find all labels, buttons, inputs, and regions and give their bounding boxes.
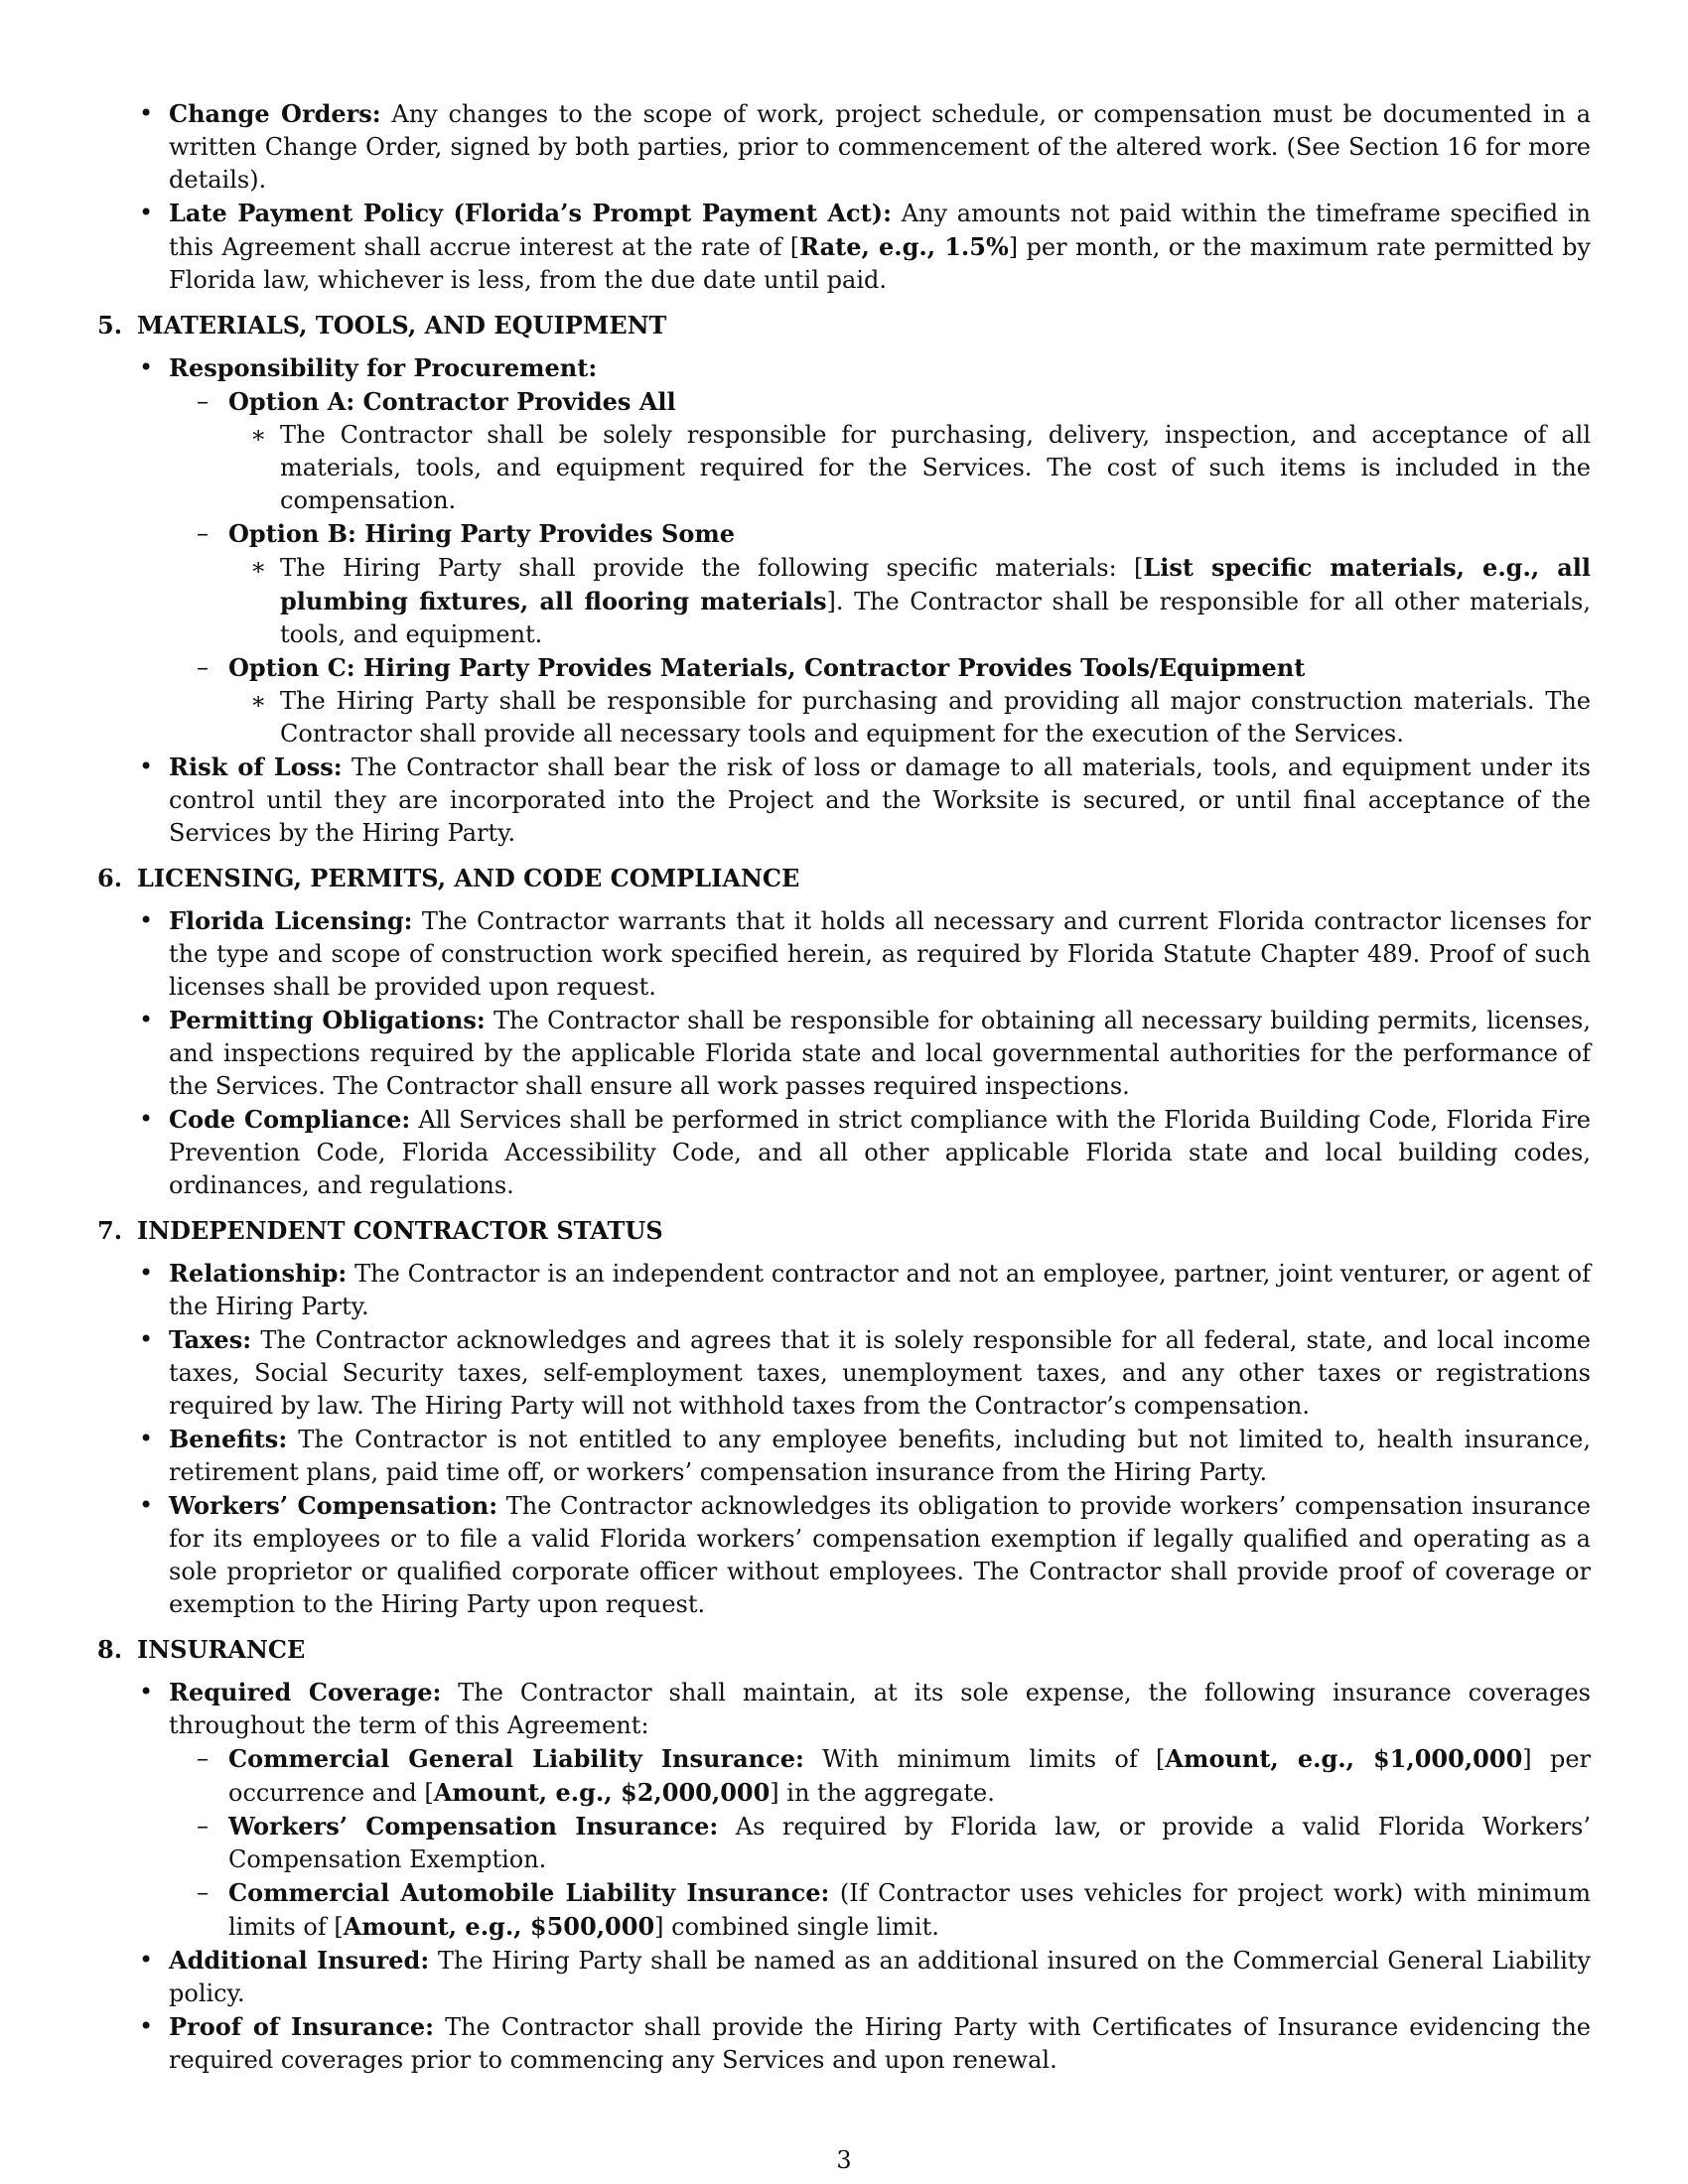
page-content — [97, 97, 1591, 2077]
proof-of-insurance-item — [97, 2010, 1591, 2077]
page-number: 3 — [836, 2146, 852, 2174]
auto-insurance-label: Commercial Automobile Liability Insurance: — [228, 1878, 830, 1907]
option-a-details — [228, 419, 1591, 517]
change-orders-label: Change Orders: — [169, 99, 381, 128]
late-payment-label: Late Payment Policy (Florida’s Prompt Payment Act): — [169, 199, 892, 227]
option-b-details — [228, 551, 1591, 651]
section-title: MATERIALS, TOOLS, AND EQUIPMENT — [137, 311, 667, 340]
cgl-label: Commercial General Liability Insurance: — [228, 1744, 804, 1773]
section-title: INSURANCE — [137, 1635, 306, 1664]
risk-of-loss-text: The Contractor shall bear the risk of loss or damage to all materials, tools, and equipment under its control until they are incorporated into the Project and the Worksite is secured, or until final acceptance of the Services by the Hiring Party. — [169, 753, 1591, 847]
option-b-text-end: ]. The Contractor shall be responsible for all other materials, tools, and equipment. — [280, 588, 1591, 648]
relationship-item — [97, 1257, 1591, 1323]
section-7-list — [97, 1257, 1591, 1621]
benefits-item — [97, 1423, 1591, 1489]
additional-insured-item — [97, 1944, 1591, 2010]
additional-insured-text: The Hiring Party shall be named as an additional insured on the Commercial General Liability policy. — [169, 1947, 1591, 2007]
option-c-details — [228, 685, 1591, 751]
section-number: 8. — [97, 1635, 123, 1664]
cgl-occurrence-amount-placeholder: Amount, e.g., $1,000,000 — [1165, 1744, 1523, 1773]
option-b-text-start: The Hiring Party shall provide the following specific materials: [ — [280, 554, 1144, 582]
workers-compensation-item — [97, 1489, 1591, 1621]
risk-of-loss-label: Risk of Loss: — [169, 752, 343, 781]
option-a-text: ∗ The Contractor shall be solely responsible for purchasing, delivery, inspection, and acceptance of all materials, tools, and equipment required for the Services. The cost of such items is included in the compensation. — [228, 419, 1591, 517]
option-a-item — [169, 385, 1591, 517]
auto-insurance-text: (If Contractor uses vehicles for project work) with minimum limits of [ — [228, 1879, 1591, 1941]
section-6-heading — [97, 862, 1591, 894]
cgl-text: With minimum limits of [ — [803, 1745, 1166, 1773]
permitting-item — [97, 1004, 1591, 1103]
late-payment-text-end: ] per month, or the maximum rate permitted by Florida law, whichever is less, from the due date until paid. — [169, 233, 1591, 294]
late-payment-rate-placeholder: Rate, e.g., 1.5% — [799, 232, 1009, 261]
taxes-label: Taxes: — [169, 1325, 252, 1354]
procurement-options — [169, 385, 1591, 751]
option-b-text — [228, 551, 1591, 651]
benefits-label: Benefits: — [169, 1425, 288, 1453]
option-b-label: Option B: Hiring Party Provides Some — [228, 519, 736, 548]
licensing-text: The Contractor warrants that it holds all necessary and current Florida contractor licenses for the type and scope of construction work specified herein, as required by Florida Statute Chapter 489. Proof of such licenses shall be provided upon request. — [169, 907, 1591, 1001]
section-title: LICENSING, PERMITS, AND CODE COMPLIANCE — [137, 864, 800, 892]
proof-of-insurance-text: The Contractor shall provide the Hiring Party with Certificates of Insurance evidencing the required coverages prior to commencing any Services and upon renewal. — [169, 2013, 1591, 2074]
workers-compensation-label: Workers’ Compensation: — [169, 1491, 498, 1520]
cgl-text-mid: ] per occurrence and [ — [228, 1745, 1592, 1807]
code-compliance-text: All Services shall be performed in strict compliance with the Florida Building Code, Florida Fire Prevention Code, Florida Accessibility Code, and all other applicable Florida state and local building codes, ordinances, and regulations. — [169, 1106, 1591, 1199]
benefits-text: The Contractor is not entitled to any employee benefits, including but not limited to, health insurance, retirement plans, paid time off, or workers’ compensation insurance from the Hiring Party. — [169, 1426, 1591, 1486]
additional-insured-label: Additional Insured: — [169, 1946, 430, 1975]
licensing-item — [97, 904, 1591, 1004]
required-coverage-text: The Contractor shall maintain, at its sole expense, the following insurance coverages throughout the term of this Agreement: — [169, 1679, 1592, 1739]
late-payment-item — [97, 197, 1591, 297]
workers-compensation-text: The Contractor acknowledges its obligation to provide workers’ compensation insurance for its employees or to file a valid Florida workers’ compensation exemption if legally qualified and operating as a sole proprietor or qualified corporate officer without employees. The Contractor shall provide proof of coverage or exemption to the Hiring Party upon request. — [169, 1492, 1591, 1618]
section-4-continued-list — [97, 97, 1591, 297]
cgl-text-end: ] in the aggregate. — [770, 1779, 995, 1807]
change-orders-text: Any changes to the scope of work, project schedule, or compensation must be documented in a written Change Order, signed by both parties, prior to commencement of the altered work. (See Section 16 for more details). — [169, 100, 1591, 194]
procurement-label: Responsibility for Procurement: — [169, 353, 598, 382]
option-b-item — [169, 517, 1591, 651]
auto-amount-placeholder: Amount, e.g., $500,000 — [343, 1912, 655, 1941]
code-compliance-label: Code Compliance: — [169, 1105, 411, 1134]
section-5-list — [97, 351, 1591, 850]
cgl-item — [169, 1742, 1591, 1810]
relationship-label: Relationship: — [169, 1259, 348, 1288]
auto-insurance-text-end: ] combined single limit. — [654, 1913, 939, 1941]
section-8-heading — [97, 1633, 1591, 1666]
code-compliance-item — [97, 1103, 1591, 1202]
taxes-text: The Contractor acknowledges and agrees that it is solely responsible for all federal, state, and local income taxes, Social Security taxes, self-employment taxes, unemployment taxes, and any other taxes or registrations required by law. The Hiring Party will not withhold taxes from the Contractor’s compensation. — [169, 1326, 1591, 1420]
option-c-item — [169, 651, 1591, 751]
taxes-item — [97, 1323, 1591, 1423]
risk-of-loss-item — [97, 751, 1591, 850]
section-7-heading — [97, 1214, 1591, 1247]
option-b-materials-placeholder: List specific materials, e.g., all plumbing fixtures, all flooring materials — [280, 553, 1591, 615]
section-number: 7. — [97, 1216, 123, 1245]
late-payment-text: Any amounts not paid within the timeframe specified in this Agreement shall accrue interest at the rate of [ — [169, 200, 1592, 261]
change-orders-item — [97, 97, 1591, 197]
wc-insurance-item — [169, 1810, 1591, 1876]
procurement-item — [97, 351, 1591, 751]
relationship-text: The Contractor is an independent contractor and not an employee, partner, joint venturer, or agent of the Hiring Party. — [169, 1260, 1591, 1320]
coverage-list — [169, 1742, 1591, 1944]
wc-insurance-label: Workers’ Compensation Insurance: — [228, 1812, 719, 1841]
section-title: INDEPENDENT CONTRACTOR STATUS — [137, 1216, 663, 1245]
wc-insurance-text: As required by Florida law, or provide a valid Florida Workers’ Compensation Exemption. — [228, 1813, 1591, 1873]
option-c-text: ∗ The Hiring Party shall be responsible for purchasing and providing all major construction materials. The Contractor shall provide all necessary tools and equipment for the execution of the Services. — [228, 685, 1591, 751]
option-a-label: Option A: Contractor Provides All — [228, 387, 676, 416]
auto-insurance-item — [169, 1876, 1591, 1944]
required-coverage-label: Required Coverage: — [169, 1678, 442, 1706]
option-c-label: Option C: Hiring Party Provides Materials, Contractor Provides Tools/Equipment — [228, 653, 1306, 682]
required-coverage-item — [97, 1676, 1591, 1944]
permitting-label: Permitting Obligations: — [169, 1006, 486, 1034]
section-6-list — [97, 904, 1591, 1202]
section-8-list — [97, 1676, 1591, 2077]
section-number: 5. — [97, 311, 123, 340]
section-5-heading — [97, 309, 1591, 341]
permitting-text: The Contractor shall be responsible for obtaining all necessary building permits, licenses, and inspections required by the applicable Florida state and local governmental authorities for the performance of the Services. The Contractor shall ensure all work passes required inspections. — [169, 1007, 1591, 1100]
section-number: 6. — [97, 864, 123, 892]
licensing-label: Florida Licensing: — [169, 906, 413, 935]
proof-of-insurance-label: Proof of Insurance: — [169, 2012, 434, 2041]
cgl-aggregate-amount-placeholder: Amount, e.g., $2,000,000 — [433, 1778, 771, 1807]
